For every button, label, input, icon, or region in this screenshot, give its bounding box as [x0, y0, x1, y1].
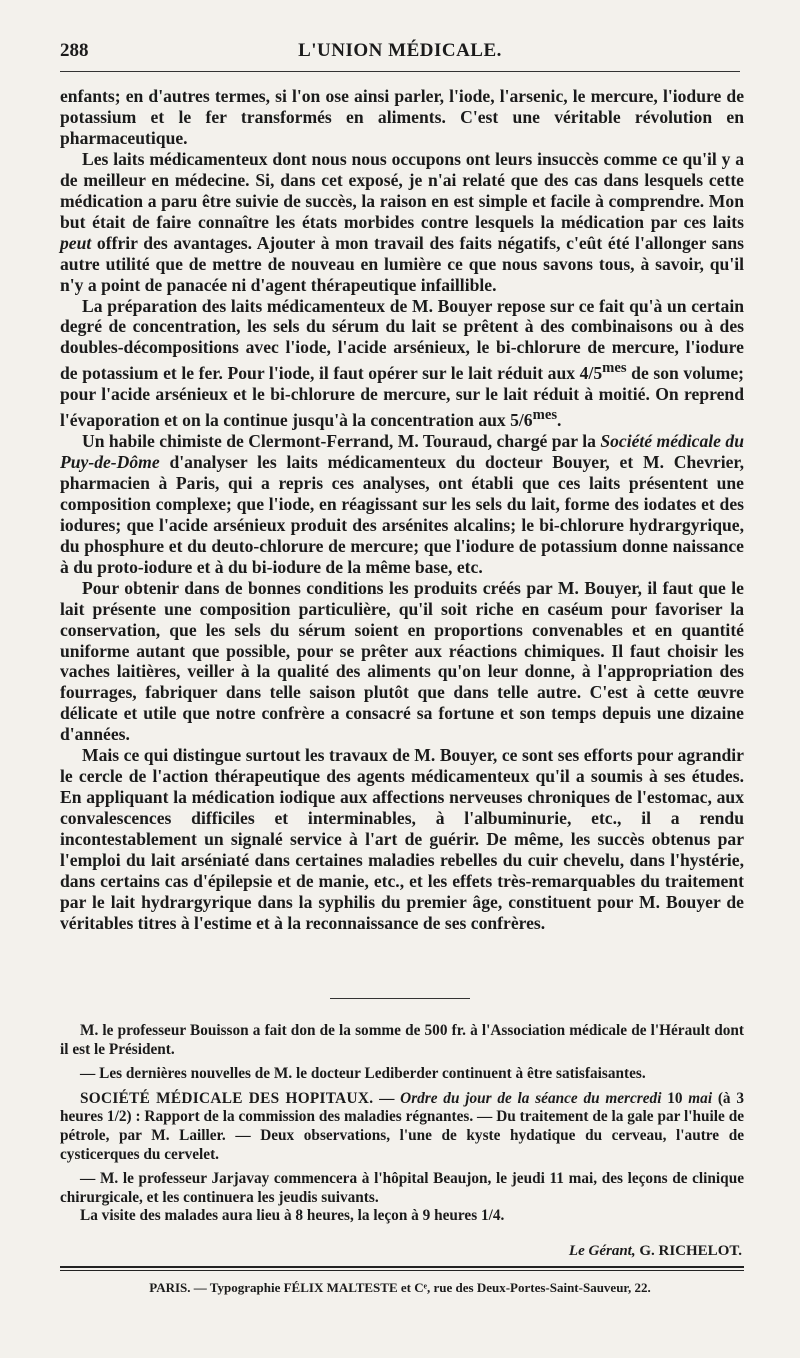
paragraph-4-emphasis: Société médicale du Puy-de-Dôme [60, 430, 744, 472]
footer-rule [60, 1266, 744, 1268]
page-number: 288 [60, 40, 89, 61]
paragraph-4-text-b: d'analyser les laits médicamenteux du docteur Bouyer, et M. Chevrier, pharmacien à Paris, qui a repris ces analyses, ont établi que ces laits présentent une composition complexe; que l'iode, en réagissant sur les sels du lait, forme des iodates et des iodures; que l'acide arsénieux produit des arsénites alcalins; le bi-chlorure hydrargyrique, du phosphure et du deuto-chlorure de mercure; que l'iodure de potassium donne naissance à du proto-iodure et à du bi-iodure de la même base, etc. [60, 451, 744, 577]
journal-title: L'UNION MÉDICALE. [298, 40, 502, 61]
paragraph-2-text-b: offrir des avantages. Ajouter à mon travail des faits négatifs, c'eût été l'allonger sans autre utilité que de mettre de nouveau en lumière ce que nous savons tous, à savoir, qu'il n'y a point de panacée ni d'agent thérapeutique infaillible. [60, 232, 744, 295]
paragraph-4 [60, 431, 744, 578]
article-body [60, 86, 744, 934]
note-lediberder: — Les dernières nouvelles de M. le docteur Lediberder continuent à être satisfaisantes. [80, 1065, 646, 1083]
note-societe-medicale [60, 1090, 744, 1164]
paragraph-3 [60, 296, 744, 431]
paragraph-3-sup-1: mes [602, 360, 627, 377]
footer-rule-thin [60, 1270, 744, 1271]
printer-imprint: PARIS. — Typographie FÉLIX MALTESTE et Cᵉ, rue des Deux-Portes-Saint-Sauveur, 22. [149, 1280, 651, 1295]
gerant-signature [569, 1243, 742, 1260]
header-rule [60, 71, 740, 72]
paragraph-1: enfants; en d'autres termes, si l'on ose ainsi parler, l'iode, l'arsenic, le mercure, l'iodure de potassium et le fer transformés en aliments. C'est une véritable révolution en pharmaceutique. [60, 86, 744, 148]
news-notes [60, 1022, 744, 1226]
note-societe-heading: SOCIÉTÉ MÉDICALE DES HOPITAUX. [80, 1089, 374, 1107]
paragraph-2-emphasis: peut [60, 232, 92, 253]
paragraph-3-text-b: de son volume; pour l'acide arsénieux et le bi-chlorure de mercure, sur le lait réduit à moitié. On reprend l'évaporation et on la continue jusqu'à la concentration aux 5/6 [60, 363, 745, 431]
note-bouisson: M. le professeur Bouisson a fait don de la somme de 500 fr. à l'Association médicale de l'Hérault dont il est le Président. [60, 1022, 744, 1058]
note-societe-order: Ordre du jour de la séance du mercredi [400, 1089, 662, 1107]
paragraph-2-text-a: Les laits médicamenteux dont nous nous occupons ont leurs insuccès comme ce qu'il y a de meilleur en médecine. Si, dans cet exposé, je n'ai relaté que des cas dans lesquels cette médication a paru être suivie de succès, la raison en est simple et facile à comprendre. Mon but était de faire connaître les états morbides contre lesquels la médication par ces laits [60, 148, 744, 232]
section-separator [330, 998, 470, 999]
page-header [60, 40, 740, 68]
paragraph-2 [60, 149, 744, 296]
paragraph-6: Mais ce qui distingue surtout les travaux de M. Bouyer, ce sont ses efforts pour agrandir le cercle de l'action thérapeutique des agents médicamenteux qu'il a soumis à ses études. En appliquant la médication iodique aux affections nerveuses chroniques de l'estomac, aux convalescences difficiles et interminables, à l'albuminurie, etc., il a rendu incontestablement un signalé service à l'art de guérir. De même, les succès obtenus par l'emploi du lait arséniaté dans certaines maladies rebelles du cuir chevelu, dans l'hystérie, dans certains cas d'épilepsie et de manie, etc., et les effets très-remarquables du traitement par le lait hydrargyrique dans la syphilis du premier âge, constituent pour M. Bouyer de véritables titres à l'estime et à la reconnaissance de ses confrères. [60, 745, 744, 933]
note-jarjavay: — M. le professeur Jarjavay commencera à l'hôpital Beaujon, le jeudi 11 mai, des leçons de clinique chirurgicale, et les continuera les jeudis suivants. [60, 1170, 744, 1206]
gerant-name: G. RICHELOT. [635, 1243, 742, 1259]
note-visite: La visite des malades aura lieu à 8 heures, la leçon à 9 heures 1/4. [80, 1207, 505, 1225]
note-societe-date: 10 [661, 1089, 689, 1107]
note-societe-month: mai [688, 1089, 713, 1107]
paragraph-3-sup-2: mes [532, 407, 558, 424]
gerant-label: Le Gérant, [568, 1243, 636, 1259]
note-societe-rest: (à 3 heures 1/2) : Rapport de la commission des maladies régnantes. — Du traitement de la gale par l'huile de pétrole, par M. Lailler. — Deux observations, l'une de kyste hydatique du cerveau, l'autre de cysticerques du cervelet. [60, 1089, 744, 1163]
paragraph-3-text-a: La préparation des laits médicamenteux de M. Bouyer repose sur ce fait qu'à un certain degré de concentration, les sels du sérum du lait se prêtent à des combinaisons ou à des doubles-décompositions avec l'iode, l'acide arsénieux, le bi-chlorure de mercure, l'iodure de potassium et le fer. Pour l'iode, il faut opérer sur le lait réduit aux 4/5 [60, 295, 744, 384]
note-societe-dash: — [373, 1089, 401, 1107]
paragraph-5: Pour obtenir dans de bonnes conditions les produits créés par M. Bouyer, il faut que le lait présente une composition particulière, qu'il soit riche en caséum pour favoriser la conservation, que les sels du sérum soient en proportions convenables et en quantité uniforme autant que possible, pour se prêter aux réactions chimiques. Il faut choisir les vaches laitières, veiller à la qualité des aliments qu'on leur donne, à l'appropriation des fourrages, fabriquer dans telle saison plutôt que dans telle autre. C'est à cette œuvre délicate et utile que notre confrère a consacré sa fortune et son temps depuis une dizaine d'années. [60, 577, 744, 745]
paragraph-4-text-a: Un habile chimiste de Clermont-Ferrand, M. Touraud, chargé par la [82, 430, 601, 451]
paragraph-3-text-c: . [557, 410, 562, 431]
